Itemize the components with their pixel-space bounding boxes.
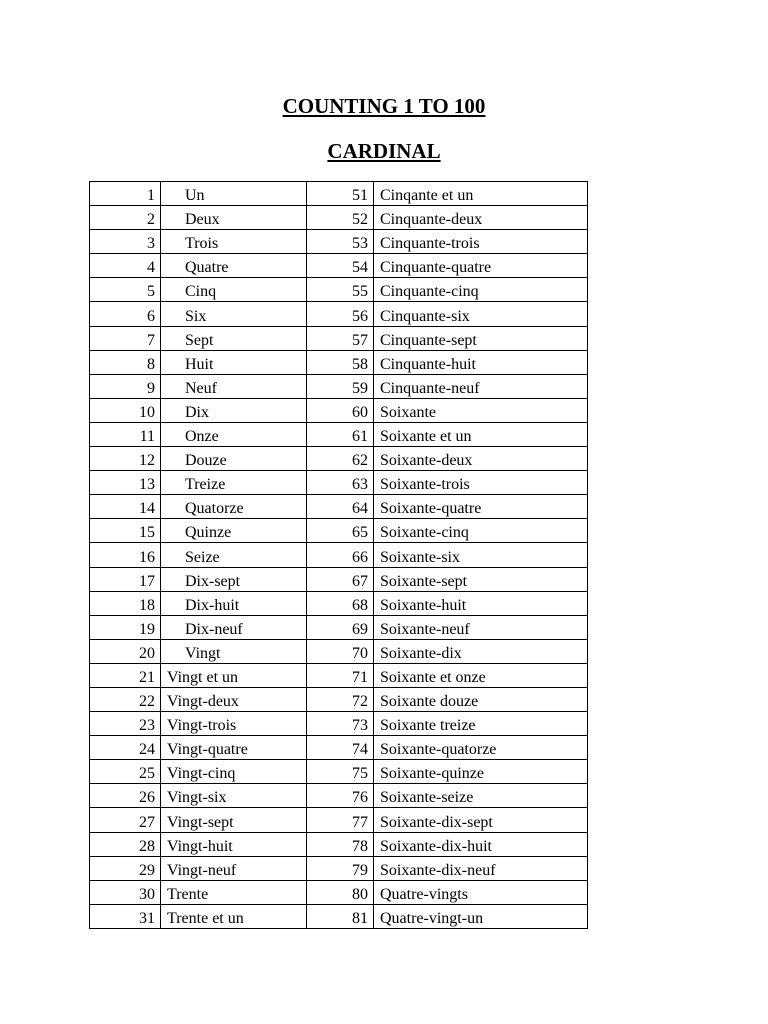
- number-cell: 29: [90, 856, 161, 880]
- word-cell: Quatre: [161, 254, 307, 278]
- word-cell: Cinquante-six: [374, 302, 588, 326]
- number-cell: 69: [307, 615, 374, 639]
- number-cell: 52: [307, 206, 374, 230]
- word-cell: Cinqante et un: [374, 182, 588, 206]
- number-cell: 73: [307, 712, 374, 736]
- number-cell: 59: [307, 374, 374, 398]
- number-cell: 1: [90, 182, 161, 206]
- section-title: CARDINAL: [327, 139, 441, 163]
- word-cell: Soixante-quatorze: [374, 736, 588, 760]
- word-cell: Soixante-dix-neuf: [374, 856, 588, 880]
- table-row: [90, 663, 588, 687]
- word-cell: Dix-neuf: [161, 615, 307, 639]
- word-cell: Soixante douze: [374, 687, 588, 711]
- number-cell: 81: [307, 904, 374, 928]
- word-cell: Quatre-vingt-un: [374, 904, 588, 928]
- number-cell: 68: [307, 591, 374, 615]
- table-row: [90, 278, 588, 302]
- word-cell: Soixante treize: [374, 712, 588, 736]
- table-row: [90, 230, 588, 254]
- table-row: [90, 808, 588, 832]
- word-cell: Quatre-vingts: [374, 880, 588, 904]
- number-cell: 80: [307, 880, 374, 904]
- word-cell: Dix-huit: [161, 591, 307, 615]
- word-cell: Vingt-quatre: [161, 736, 307, 760]
- number-cell: 28: [90, 832, 161, 856]
- word-cell: Cinquante-quatre: [374, 254, 588, 278]
- number-cell: 64: [307, 495, 374, 519]
- number-cell: 9: [90, 374, 161, 398]
- number-cell: 66: [307, 543, 374, 567]
- table-row: [90, 350, 588, 374]
- number-cell: 74: [307, 736, 374, 760]
- number-cell: 77: [307, 808, 374, 832]
- word-cell: Dix: [161, 398, 307, 422]
- word-cell: Soixante-cinq: [374, 519, 588, 543]
- table-row: [90, 254, 588, 278]
- word-cell: Cinquante-huit: [374, 350, 588, 374]
- word-cell: Vingt-six: [161, 784, 307, 808]
- number-cell: 2: [90, 206, 161, 230]
- number-cell: 61: [307, 422, 374, 446]
- counting-table: [89, 181, 588, 929]
- number-cell: 75: [307, 760, 374, 784]
- word-cell: Trois: [161, 230, 307, 254]
- table-row: [90, 639, 588, 663]
- number-cell: 11: [90, 422, 161, 446]
- word-cell: Quinze: [161, 519, 307, 543]
- word-cell: Soixante-huit: [374, 591, 588, 615]
- table-row: [90, 567, 588, 591]
- table-row: [90, 760, 588, 784]
- word-cell: Dix-sept: [161, 567, 307, 591]
- page-title: COUNTING 1 TO 100: [282, 94, 486, 118]
- table-row: [90, 880, 588, 904]
- number-cell: 65: [307, 519, 374, 543]
- word-cell: Vingt-neuf: [161, 856, 307, 880]
- word-cell: Douze: [161, 447, 307, 471]
- number-cell: 8: [90, 350, 161, 374]
- number-cell: 6: [90, 302, 161, 326]
- word-cell: Vingt-trois: [161, 712, 307, 736]
- word-cell: Cinquante-cinq: [374, 278, 588, 302]
- table-row: [90, 422, 588, 446]
- number-cell: 56: [307, 302, 374, 326]
- word-cell: Soixante-seize: [374, 784, 588, 808]
- word-cell: Soixante: [374, 398, 588, 422]
- number-cell: 22: [90, 687, 161, 711]
- word-cell: Quatorze: [161, 495, 307, 519]
- number-cell: 20: [90, 639, 161, 663]
- table-row: [90, 519, 588, 543]
- word-cell: Trente: [161, 880, 307, 904]
- table-row: [90, 471, 588, 495]
- number-cell: 10: [90, 398, 161, 422]
- number-cell: 26: [90, 784, 161, 808]
- word-cell: Huit: [161, 350, 307, 374]
- number-cell: 51: [307, 182, 374, 206]
- number-cell: 72: [307, 687, 374, 711]
- word-cell: Vingt-cinq: [161, 760, 307, 784]
- word-cell: Neuf: [161, 374, 307, 398]
- word-cell: Soixante-dix-huit: [374, 832, 588, 856]
- table-row: [90, 784, 588, 808]
- table-row: [90, 326, 588, 350]
- word-cell: Soixante-quinze: [374, 760, 588, 784]
- table-row: [90, 591, 588, 615]
- table-row: [90, 182, 588, 206]
- number-cell: 12: [90, 447, 161, 471]
- word-cell: Vingt-sept: [161, 808, 307, 832]
- word-cell: Soixante-quatre: [374, 495, 588, 519]
- number-cell: 60: [307, 398, 374, 422]
- number-cell: 3: [90, 230, 161, 254]
- word-cell: Vingt et un: [161, 663, 307, 687]
- word-cell: Deux: [161, 206, 307, 230]
- number-cell: 27: [90, 808, 161, 832]
- number-cell: 31: [90, 904, 161, 928]
- table-row: [90, 736, 588, 760]
- number-cell: 55: [307, 278, 374, 302]
- number-cell: 78: [307, 832, 374, 856]
- number-cell: 71: [307, 663, 374, 687]
- number-cell: 15: [90, 519, 161, 543]
- table-row: [90, 398, 588, 422]
- number-cell: 16: [90, 543, 161, 567]
- word-cell: Cinquante-sept: [374, 326, 588, 350]
- number-cell: 13: [90, 471, 161, 495]
- word-cell: Onze: [161, 422, 307, 446]
- number-cell: 57: [307, 326, 374, 350]
- table-row: [90, 615, 588, 639]
- word-cell: Soixante et onze: [374, 663, 588, 687]
- number-cell: 5: [90, 278, 161, 302]
- word-cell: Six: [161, 302, 307, 326]
- word-cell: Soixante-neuf: [374, 615, 588, 639]
- word-cell: Soixante et un: [374, 422, 588, 446]
- number-cell: 30: [90, 880, 161, 904]
- number-cell: 25: [90, 760, 161, 784]
- number-cell: 62: [307, 447, 374, 471]
- word-cell: Vingt-deux: [161, 687, 307, 711]
- table-row: [90, 543, 588, 567]
- word-cell: Cinquante-deux: [374, 206, 588, 230]
- word-cell: Soixante-six: [374, 543, 588, 567]
- table-row: [90, 206, 588, 230]
- number-cell: 14: [90, 495, 161, 519]
- number-cell: 70: [307, 639, 374, 663]
- table-row: [90, 302, 588, 326]
- number-cell: 19: [90, 615, 161, 639]
- number-cell: 63: [307, 471, 374, 495]
- number-cell: 24: [90, 736, 161, 760]
- table-row: [90, 447, 588, 471]
- number-cell: 67: [307, 567, 374, 591]
- table-row: [90, 832, 588, 856]
- table-row: [90, 712, 588, 736]
- number-cell: 7: [90, 326, 161, 350]
- word-cell: Soixante-deux: [374, 447, 588, 471]
- word-cell: Cinquante-neuf: [374, 374, 588, 398]
- table-row: [90, 856, 588, 880]
- number-cell: 76: [307, 784, 374, 808]
- word-cell: Un: [161, 182, 307, 206]
- number-cell: 17: [90, 567, 161, 591]
- counting-table-body: [90, 182, 588, 929]
- word-cell: Vingt: [161, 639, 307, 663]
- number-cell: 79: [307, 856, 374, 880]
- number-cell: 23: [90, 712, 161, 736]
- word-cell: Cinq: [161, 278, 307, 302]
- table-row: [90, 904, 588, 928]
- number-cell: 18: [90, 591, 161, 615]
- number-cell: 4: [90, 254, 161, 278]
- table-row: [90, 495, 588, 519]
- word-cell: Soixante-trois: [374, 471, 588, 495]
- word-cell: Vingt-huit: [161, 832, 307, 856]
- number-cell: 53: [307, 230, 374, 254]
- number-cell: 54: [307, 254, 374, 278]
- word-cell: Soixante-sept: [374, 567, 588, 591]
- number-cell: 58: [307, 350, 374, 374]
- word-cell: Cinquante-trois: [374, 230, 588, 254]
- word-cell: Sept: [161, 326, 307, 350]
- word-cell: Soixante-dix-sept: [374, 808, 588, 832]
- word-cell: Soixante-dix: [374, 639, 588, 663]
- table-row: [90, 374, 588, 398]
- word-cell: Treize: [161, 471, 307, 495]
- word-cell: Seize: [161, 543, 307, 567]
- table-row: [90, 687, 588, 711]
- number-cell: 21: [90, 663, 161, 687]
- word-cell: Trente et un: [161, 904, 307, 928]
